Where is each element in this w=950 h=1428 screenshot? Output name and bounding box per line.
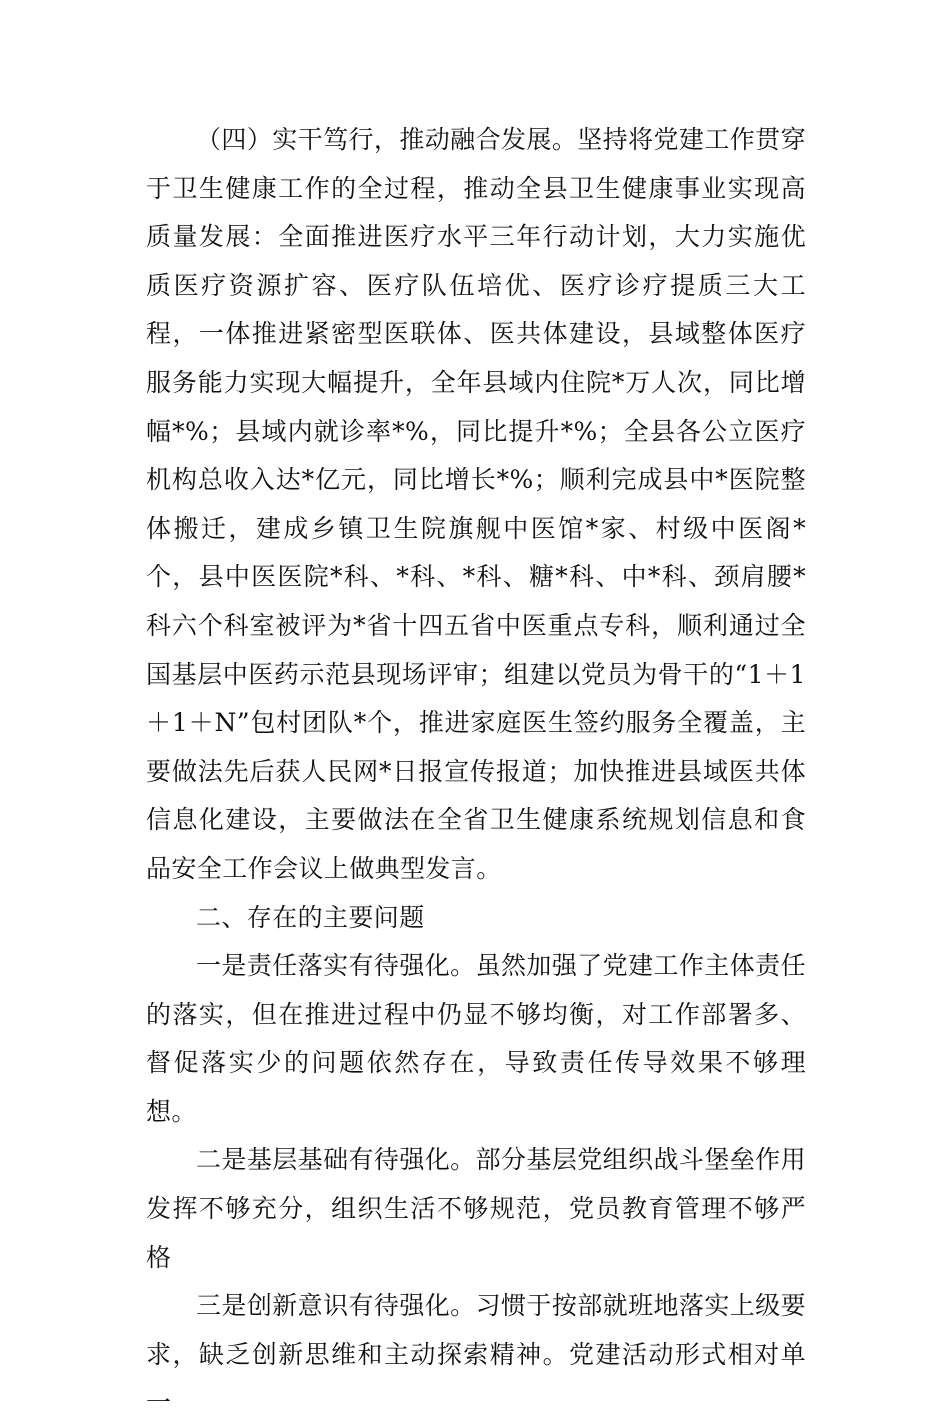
paragraph-problem-innovation: 三是创新意识有待强化。习惯于按部就班地落实上级要求，缺乏创新思维和主动探索精神。党建活动形式相对单一 [146,1291,806,1418]
paragraph-problem-grassroots: 二是基层基础有待强化。部分基层党组织战斗堡垒作用发挥不够充分，组织生活不够规范，党员教育管理不够严格 [146,1145,806,1272]
paragraph-problem-responsibility: 一是责任落实有待强化。虽然加强了党建工作主体责任的落实，但在推进过程中仍显不够均衡，对工作部署多、督促落实少的问题依然存在，导致责任传导效果不够理想。 [146,951,806,1126]
document-body [146,116,806,1428]
section-heading-main-problems: 二、存在的主要问题 [196,902,425,932]
paragraph-integration-development: （四）实干笃行，推动融合发展。坚持将党建工作贯穿于卫生健康工作的全过程，推动全县卫生健康事业实现高质量发展：全面推进医疗水平三年行动计划，大力实施优质医疗资源扩容、医疗队伍培优、医疗诊疗提质三大工程，一体推进紧密型医联体、医共体建设，县域整体医疗服务能力实现大幅提升，全年县域内住院*万人次，同比增幅*%；县域内就诊率*%，同比提升*%；全县各公立医疗机构总收入达*亿元，同比增长*%；顺利完成县中*医院整体搬迁，建成乡镇卫生院旗舰中医馆*家、村级中医阁*个，县中医医院*科、*科、*科、糖*科、中*科、颈肩腰*科六个科室被评为*省十四五省中医重点专科，顺利通过全国基层中医药示范县现场评审；组建以党员为骨干的“1＋1＋1＋N”包村团队*个，推进家庭医生签约服务全覆盖，主要做法先后获人民网*日报宣传报道；加快推进县域医共体信息化建设，主要做法在全省卫生健康系统规划信息和食品安全工作会议上做典型发言。 [146,125,806,883]
